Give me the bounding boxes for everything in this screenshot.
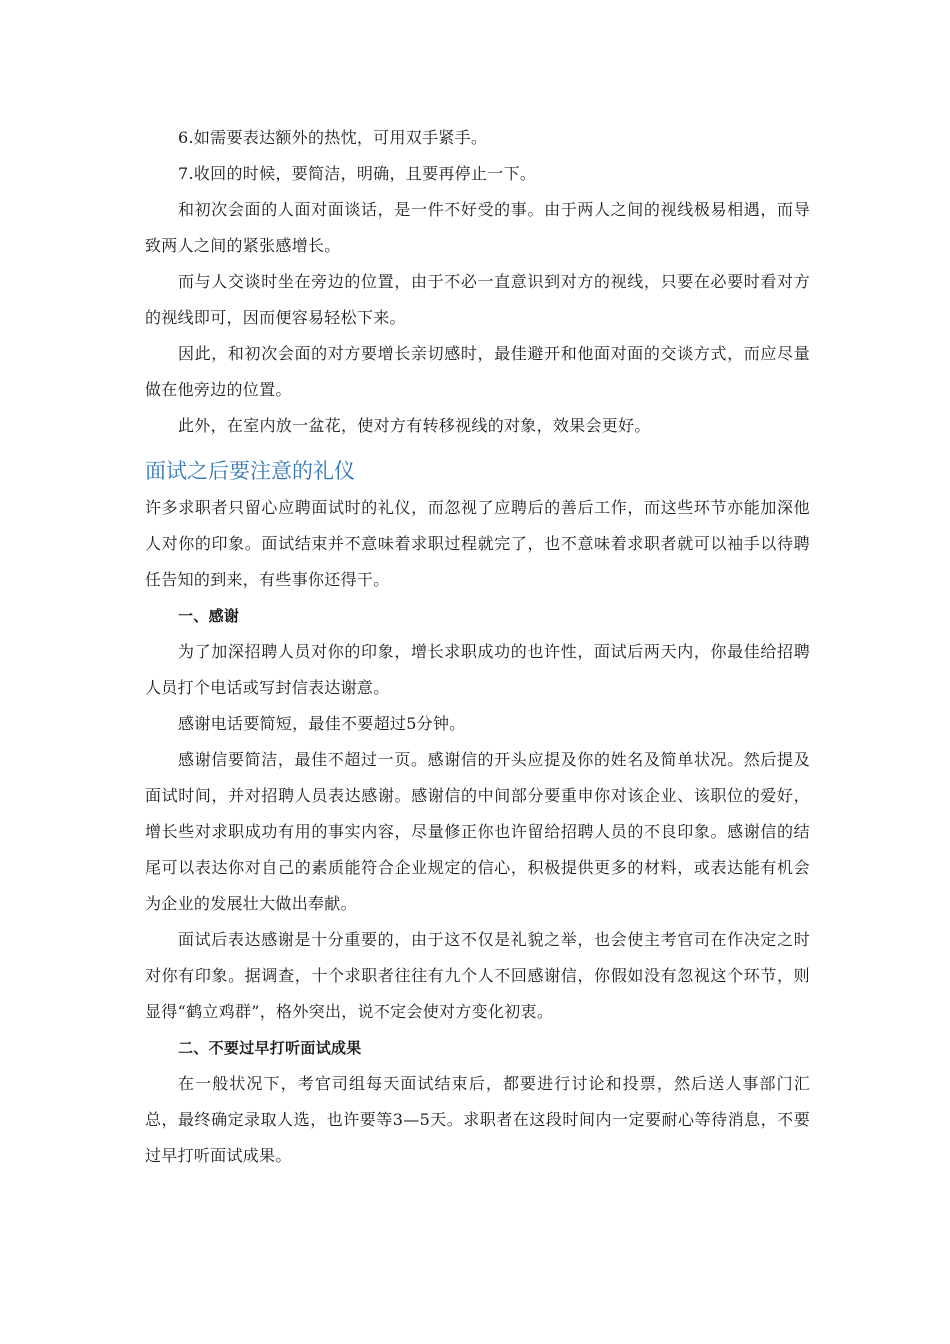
paragraph: 和初次会面的人面对面谈话，是一件不好受的事。由于两人之间的视线极易相遇，而导致两人之间的紧张感增长。 xyxy=(145,200,810,255)
section-intro: 许多求职者只留心应聘面试时的礼仪，而忽视了应聘后的善后工作，而这些环节亦能加深他人对你的印象。面试结束并不意味着求职过程就完了，也不意味着求职者就可以袖手以待聘任告知的到来，有些事你还得干。 xyxy=(145,498,810,589)
paragraph: 感谢信要简洁，最佳不超过一页。感谢信的开头应提及你的姓名及简单状况。然后提及面试时间，并对招聘人员表达感谢。感谢信的中间部分要重申你对该企业、该职位的爱好，增长些对求职成功有用的事实内容，尽量修正你也许留给招聘人员的不良印象。感谢信的结尾可以表达你对自己的素质能符合企业规定的信心，积极提供更多的材料，或表达能有机会为企业的发展壮大做出奉献。 xyxy=(145,750,810,913)
paragraph: 7.收回的时候，要简洁，明确，且要再停止一下。 xyxy=(178,164,537,183)
paragraph: 面试后表达感谢是十分重要的，由于这不仅是礼貌之举，也会使主考官司在作决定之时对你有印象。据调查，十个求职者往往有九个人不回感谢信，你假如没有忽视这个环节，则显得“鹤立鸡群”，格外突出，说不定会使对方变化初衷。 xyxy=(145,930,810,1021)
paragraph: 为了加深招聘人员对你的印象，增长求职成功的也许性，面试后两天内，你最佳给招聘人员打个电话或写封信表达谢意。 xyxy=(145,642,810,697)
section-heading: 面试之后要注意的礼仪 xyxy=(145,459,355,483)
document-page xyxy=(145,120,810,1174)
subsection-title-results: 二、不要过早打听面试成果 xyxy=(178,1039,362,1057)
paragraph: 在一般状况下，考官司组每天面试结束后，都要进行讨论和投票，然后送人事部门汇总，最终确定录取人选，也许要等3—5天。求职者在这段时间内一定要耐心等待消息，不要过早打听面试成果。 xyxy=(145,1074,810,1165)
paragraph: 因此，和初次会面的对方要增长亲切感时，最佳避开和他面对面的交谈方式，而应尽量做在他旁边的位置。 xyxy=(145,344,810,399)
paragraph: 感谢电话要简短，最佳不要超过5分钟。 xyxy=(178,714,466,733)
paragraph: 6.如需要表达额外的热忱，可用双手紧手。 xyxy=(178,128,488,147)
paragraph: 而与人交谈时坐在旁边的位置，由于不必一直意识到对方的视线，只要在必要时看对方的视线即可，因而便容易轻松下来。 xyxy=(145,272,810,327)
paragraph: 此外，在室内放一盆花，使对方有转移视线的对象，效果会更好。 xyxy=(178,416,651,435)
subsection-title-thanks: 一、感谢 xyxy=(178,607,240,625)
